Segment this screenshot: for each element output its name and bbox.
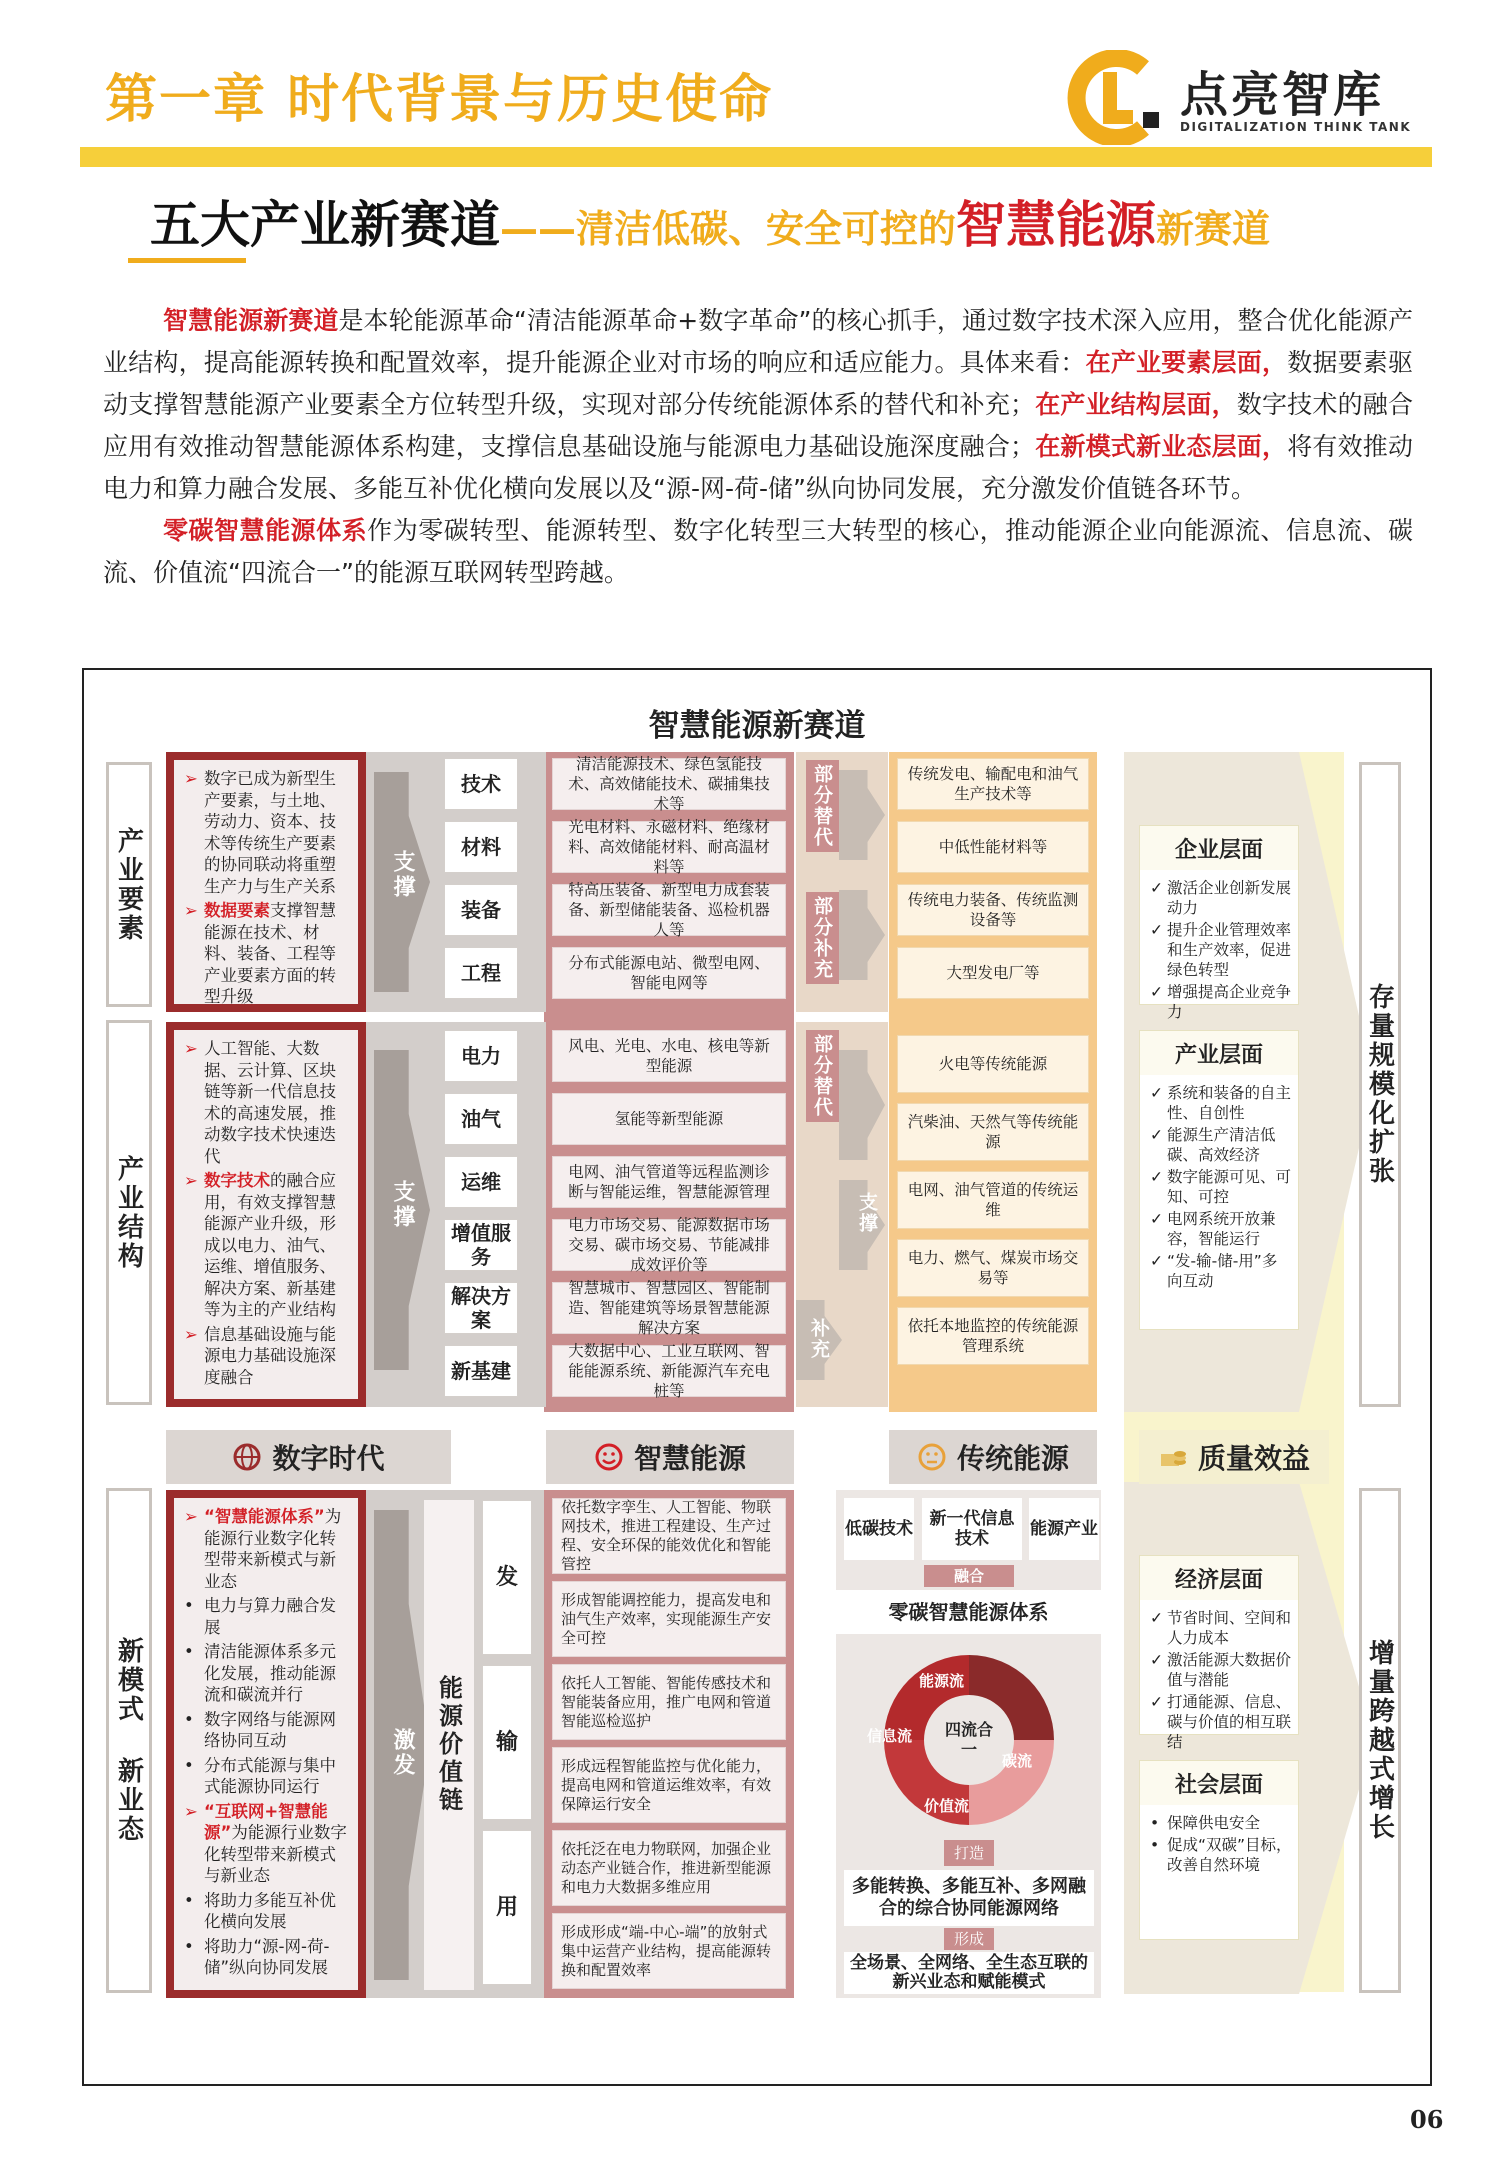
list-item [184,1936,348,1979]
check-icon: ✓ [1150,1609,1163,1627]
category-box: 装备 [444,884,518,936]
highlight-newmodel: 在新模式新业态层面， [1035,432,1288,461]
newmodel-panel [166,1490,366,1998]
section-title-dash: ——清洁低碳、安全可控的 [500,207,957,251]
list-item [1150,1835,1292,1875]
list-item [1150,1813,1292,1833]
list-item [1150,1692,1292,1752]
enterprise-title: 企业层面 [1140,826,1298,870]
item-text: 增强提高企业竞争力 [1167,983,1292,1021]
value-chain-cell: 依托数字孪生、人工智能、物联网技术，推进工程建设、生产过程、安全环保的能效优化和智能管控 [552,1498,786,1574]
list-item [184,1170,348,1321]
section-title-main: 五大产业新赛道 [150,196,500,254]
enterprise-list [1150,878,1292,1024]
text: 数据要素驱动支撑智慧能源产业要素全方位转型升级，实现对部分传统能源体系的替代和补充； [103,348,1413,419]
economy-title: 经济层面 [1140,1556,1298,1600]
category-box: 工程 [444,947,518,999]
bullet-icon: • [1150,1814,1160,1832]
value-chain-cell: 形成智能调控能力，提高发电和油气生产效率，实现能源生产安全可控 [552,1581,786,1657]
bullet-icon: ➢ [184,1324,198,1344]
flow-energy: 能源流 [919,1672,965,1690]
supplement-label-1: 部分补充 [806,892,839,984]
header-divider [80,147,1432,167]
support-label-2: 支撑 [390,1180,415,1230]
factors-list [184,768,348,1004]
bullet-icon: ➢ [184,1507,198,1526]
category-box: 电力 [444,1030,518,1082]
bullet-icon: ➢ [184,1039,198,1058]
check-icon: ✓ [1150,1651,1163,1669]
smart-cell: 清洁能源技术、绿色氢能技术、高效储能技术、碳捕集技术等 [552,758,786,810]
excite-label: 激发 [390,1728,415,1778]
check-icon: ✓ [1150,879,1163,897]
value-chain-cell: 依托泛在电力物联网，加强企业动态产业链合作，推进新型能源和电力大数据多维应用 [552,1830,786,1906]
economy-panel [1139,1555,1299,1751]
smart-cell: 智慧城市、智慧园区、智能制造、智能建筑等场景智慧能源解决方案 [552,1282,786,1334]
newmodel-list [184,1506,348,1979]
bullet-icon: • [184,1936,194,1956]
merge-label: 融合 [924,1565,1014,1587]
list-item [1150,1209,1292,1249]
smart-cell: 电力市场交易、能源数据市场交易、碳市场交易、节能减排成效评价等 [552,1219,786,1271]
neutral-face-icon [917,1442,947,1472]
check-icon: ✓ [1150,1126,1163,1144]
section-title-highlight: 智慧能源 [956,196,1157,254]
mode-box: 全场景、全网络、全生态互联的新兴业态和赋能模式 [844,1952,1094,1994]
economy-list [1150,1608,1292,1754]
list-item [184,1709,348,1752]
stage-box: 用 [482,1830,532,1985]
smile-icon [594,1442,624,1472]
section-title [150,185,1270,265]
traditional-cell: 传统电力装备、传统监测设备等 [897,884,1089,936]
increment-growth-box: 增量跨越式增长 [1359,1488,1401,1993]
item-text: 为能源行业数字化转型带来新模式与新业态 [204,1507,342,1591]
society-panel [1139,1760,1299,1940]
item-text: 能源生产清洁低碳、高效经济 [1167,1126,1276,1164]
row-label-newmodel: 新模式 新业态 [106,1488,152,1993]
banner-digital [166,1430,451,1484]
list-item [1150,1083,1292,1123]
item-text: 提升企业管理效率和生产效率，促进绿色转型 [1167,921,1292,979]
value-chain-cell: 形成形成“端-中心-端”的放射式集中运营产业结构，提高能源转换和配置效率 [552,1913,786,1989]
traditional-cell: 大型发电厂等 [897,947,1089,999]
check-icon: ✓ [1150,1168,1163,1186]
factors-panel [166,752,366,1012]
item-text: 电力与算力融合发展 [204,1596,336,1637]
zero-carbon-title: 零碳智慧能源体系 [836,1590,1101,1634]
smart-cell: 大数据中心、工业互联网、智能能源系统、新能源汽车充电桩等 [552,1345,786,1397]
list-item [184,1324,348,1389]
banner-traditional [889,1430,1097,1484]
paragraph-1 [103,300,1413,510]
banner-quality [1139,1430,1329,1484]
item-text: 人工智能、大数据、云计算、区块链等新一代信息技术的高速发展，推动数字技术快速迭代 [204,1039,336,1166]
flow-carbon: 碳流 [1002,1752,1033,1770]
check-icon: ✓ [1150,1084,1163,1102]
list-item [184,1506,348,1592]
item-text: 将助力“源-网-荷-储”纵向协同发展 [204,1936,330,1977]
list-item [1150,982,1292,1022]
paragraph-2 [103,510,1413,594]
bullet-icon: ➢ [184,901,198,920]
item-text: 节省时间、空间和人力成本 [1167,1609,1292,1647]
check-icon: ✓ [1150,921,1163,939]
list-item [184,1801,348,1887]
text: 将有效推动电力和算力融合发展、多能互补优化横向发展以及“源-网-荷-储”纵向协同发展，充分激发价值链各环节。 [103,432,1413,503]
list-item [1150,1608,1292,1648]
highlight: 数据要素 [204,901,270,920]
banner-traditional-label: 传统能源 [956,1442,1069,1475]
item-text: 清洁能源体系多元化发展，推动能源流和碳流并行 [204,1642,336,1704]
banner-digital-label: 数字时代 [272,1442,385,1475]
industry-panel [1139,1030,1299,1330]
banner-quality-label: 质量效益 [1197,1442,1310,1475]
item-text: 数字已成为新型生产要素，与土地、劳动力、资本、技术等传统生产要素的协同联动将重塑生产力与生产关系 [204,769,336,896]
body-text [103,300,1413,594]
highlight-structure: 在产业结构层面， [1035,390,1237,419]
smart-cell: 电网、油气管道等远程监测诊断与智能运维，智慧能源管理 [552,1156,786,1208]
list-item [1150,1167,1292,1207]
banner-smart-label: 智慧能源 [633,1442,746,1475]
highlight: 数字技术 [204,1171,270,1190]
chapter-title: 第一章 时代背景与历史使命 [105,70,774,130]
diagram [82,668,1432,2086]
form-label: 形成 [944,1928,994,1950]
replace-label-1: 部分替代 [806,760,839,852]
build-label: 打造 [944,1840,994,1866]
list-item [1150,1125,1292,1165]
bullet-icon: • [1150,1836,1160,1854]
category-box: 增值服务 [444,1219,518,1271]
smart-cell: 分布式能源电站、微型电网、智能电网等 [552,947,786,999]
check-icon: ✓ [1150,1252,1163,1270]
logo-subtitle: DIGITALIZATION THINK TANK [1180,120,1412,134]
list-item [184,1038,348,1167]
structure-list [184,1038,348,1388]
enterprise-panel [1139,825,1299,1021]
bullet-icon: ➢ [184,1171,198,1190]
bullet-icon: • [184,1596,194,1615]
smart-cell: 风电、光电、水电、核电等新型能源 [552,1030,786,1082]
check-icon: ✓ [1150,1693,1163,1711]
logo [1065,50,1445,145]
structure-panel [166,1022,366,1407]
text: 作为零碳转型、能源转型、数字化转型三大转型的核心，推动能源企业向能源流、信息流、碳流、价值流“四流合一”的能源互联网转型跨越。 [103,516,1413,587]
traditional-cell: 电网、油气管道的传统运维 [897,1171,1089,1229]
item-text: 激活企业创新发展动力 [1167,879,1292,917]
zero-carbon-input: 低碳技术 [844,1498,914,1560]
logo-mark-icon [1065,50,1165,145]
traditional-cell: 依托本地监控的传统能源管理系统 [897,1307,1089,1365]
smart-cell: 氢能等新型能源 [552,1093,786,1145]
support-label-1: 支撑 [390,850,415,900]
stage-box: 输 [482,1665,532,1820]
section-underline [128,258,246,263]
item-text: 的融合应用，有效支撑智慧能源产业升级，形成以电力、油气、运维、增值服务、解决方案、新基建等为主的产业结构 [204,1171,336,1319]
bullet-icon: • [184,1709,194,1729]
list-item [1150,1650,1292,1690]
list-item [184,768,348,897]
row-label-structure: 产业结构 [106,1020,152,1405]
stage-box: 发 [482,1500,532,1655]
bullet-icon: • [184,1755,194,1775]
item-text: 将助力多能互补优化横向发展 [204,1890,336,1931]
list-item [184,900,348,1004]
list-item [184,1641,348,1706]
highlight: “智慧能源体系” [204,1507,325,1526]
value-chain-cell: 依托人工智能、智能传感技术和智能装备应用，推广电网和管道智能巡检巡护 [552,1664,786,1740]
highlight-smart-energy: 智慧能源新赛道 [163,306,339,335]
check-icon: ✓ [1150,983,1163,1001]
society-list [1150,1813,1292,1877]
item-text: 电网系统开放兼容，智能运行 [1167,1210,1276,1248]
category-box: 技术 [444,758,518,810]
logo-name: 点亮智库 [1180,67,1385,123]
value-chain-label-box [424,1500,474,1990]
replace-label-2: 部分替代 [806,1030,839,1122]
highlight: “互联网+智慧能源” [204,1801,328,1842]
network-box: 多能转换、多能互补、多网融合的综合协同能源网络 [844,1870,1094,1926]
traditional-cell: 传统发电、输配电和油气生产技术等 [897,758,1089,810]
check-icon: ✓ [1150,1210,1163,1228]
bullet-icon: • [184,1642,194,1661]
supplement-label-2: 补充 [808,1318,830,1360]
item-text: “发-输-储-用”多向互动 [1167,1252,1278,1290]
item-text: 激活能源大数据价值与潜能 [1167,1651,1292,1689]
smart-cell: 光电材料、永磁材料、绝缘材料、高效储能材料、耐高温材料等 [552,821,786,873]
industry-title: 产业层面 [1140,1031,1298,1075]
bullet-icon: • [184,1890,194,1910]
list-item [1150,878,1292,918]
section-title-tail: 新赛道 [1156,207,1271,251]
bullet-icon: ➢ [184,1801,198,1821]
item-text: 分布式能源与集中式能源协同运行 [204,1755,336,1796]
zero-carbon-input: 能源产业 [1029,1498,1099,1560]
flow-info: 信息流 [867,1727,913,1745]
value-chain-cell: 形成远程智能监控与优化能力，提高电网和管道运维效率，有效保障运行安全 [552,1747,786,1823]
highlight-factors: 在产业要素层面， [1085,348,1288,377]
item-text: 数字能源可见、可知、可控 [1167,1168,1292,1206]
item-text: 信息基础设施与能源电力基础设施深度融合 [204,1324,336,1387]
zero-carbon-input: 新一代信息技术 [922,1498,1022,1560]
four-flow-center: 四流合一 [944,1720,993,1759]
list-item [184,1755,348,1798]
diagram-title: 智慧能源新赛道 [648,708,866,744]
support-label-3: 支撑 [856,1192,878,1234]
traditional-cell: 中低性能材料等 [897,821,1089,873]
category-box: 解决方案 [444,1282,518,1334]
banner-smart [546,1430,794,1484]
category-box: 运维 [444,1156,518,1208]
text: 是本轮能源革命“清洁能源革命+数字革命”的核心抓手，通过数字技术深入应用，整合优化能源产业结构，提高能源转换和配置效率，提升能源企业对市场的响应和适应能力。具体来看： [103,306,1413,377]
globe-icon [232,1442,262,1472]
list-item [1150,1251,1292,1291]
item-text: 支撑智慧能源在技术、材料、装备、工程等产业要素方面的转型升级 [204,901,336,1004]
money-icon [1158,1442,1188,1472]
category-box: 新基建 [444,1345,518,1397]
category-box: 材料 [444,821,518,873]
item-text: 保障供电安全 [1167,1814,1261,1832]
list-item [184,1890,348,1933]
traditional-cell: 火电等传统能源 [897,1035,1089,1093]
traditional-cell: 电力、燃气、煤炭市场交易等 [897,1239,1089,1297]
category-box: 油气 [444,1093,518,1145]
page-number: 06 [1410,2105,1444,2134]
smart-cell: 特高压装备、新型电力成套装备、新型储能装备、巡检机器人等 [552,884,786,936]
industry-list [1150,1083,1292,1293]
highlight-zero-carbon: 零碳智慧能源体系 [163,516,368,545]
traditional-cell: 汽柴油、天然气等传统能源 [897,1103,1089,1161]
value-chain-label: 能源价值链 [434,1675,463,1815]
list-item [184,1595,348,1638]
item-text: 为能源行业数字化转型带来新模式与新业态 [204,1823,347,1885]
text: 数字技术的融合应用有效推动智慧能源体系构建，支撑信息基础设施与能源电力基础设施深度融合； [103,390,1413,461]
society-title: 社会层面 [1140,1761,1298,1805]
bullet-icon: ➢ [184,769,198,788]
flow-value: 价值流 [924,1797,970,1815]
item-text: 系统和装备的自主性、自创性 [1167,1084,1292,1122]
item-text: 打通能源、信息、碳与价值的相互联结 [1167,1693,1292,1751]
stock-growth-box: 存量规模化扩张 [1359,762,1401,1407]
item-text: 数字网络与能源网络协同互动 [204,1709,336,1750]
item-text: 促成“双碳”目标，改善自然环境 [1167,1836,1292,1874]
row-label-factors: 产业要素 [106,762,152,1007]
list-item [1150,920,1292,980]
